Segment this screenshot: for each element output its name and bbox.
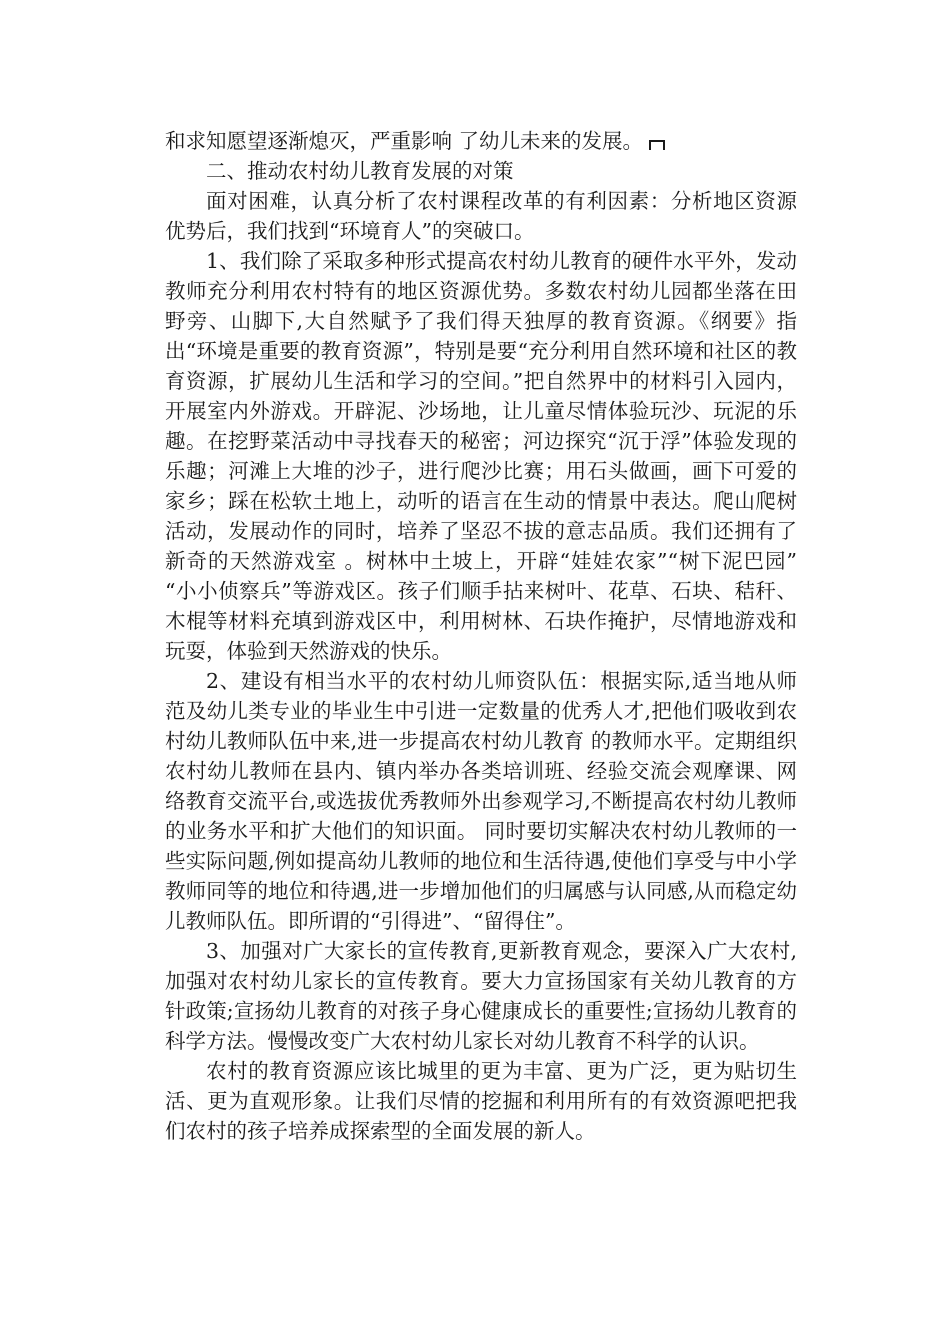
paragraph-point-2: 2、建设有相当水平的农村幼儿师资队伍：根据实际,适当地从师范及幼儿类专业的毕业生中引进一定数量的优秀人才,把他们吸收到农村幼儿教师队伍中来,进一步提高农村幼儿教育 的教师水平。定期组织农村幼儿教师在县内、镇内举办各类培训班、经验交流会观摩课、网络教育交流平台,或选拔优秀教师外出参观学习,不断提高农村幼儿教师的业务水平和扩大他们的知识面。 同时要切实解决农村幼儿教师的一些实际问题,例如提高幼儿教师的地位和生活待遇,使他们享受与中小学教师同等的地位和待遇,进一步增加他们的归属感与认同感,从而稳定幼儿教师队伍。即所谓的“引得进”、“留得住”。: [165, 669, 797, 933]
paragraph-point-1: 1、我们除了采取多种形式提高农村幼儿教育的硬件水平外，发动教师充分利用农村特有的地区资源优势。多数农村幼儿园都坐落在田野旁、山脚下,大自然赋予了我们得天独厚的教育资源。《纲要》指出“环境是重要的教育资源”，特别是要“充分利用自然环境和社区的教育资源，扩展幼儿生活和学习的空间。”把自然界中的材料引入园内，开展室内外游戏。开辟泥、沙场地，让儿童尽情体验玩沙、玩泥的乐趣。在挖野菜活动中寻找春天的秘密；河边探究“沉于浮”体验发现的乐趣；河滩上大堆的沙子，进行爬沙比赛；用石头做画，画下可爱的家乡；踩在松软土地上，动听的语言在生动的情景中表达。爬山爬树活动，发展动作的同时，培养了坚忍不拔的意志品质。我们还拥有了新奇的天然游戏室 。树林中土坡上，开辟“娃娃农家”“树下泥巴园” “小小侦察兵”等游戏区。孩子们顺手拈来树叶、花草、石块、秸秆、木棍等材料充填到游戏区中，利用树林、石块作掩护，尽情地游戏和玩耍，体验到天然游戏的快乐。: [165, 249, 797, 663]
corner-mark-icon: [649, 140, 665, 150]
paragraph-continuation: [165, 126, 797, 156]
paragraph-point-3: 3、加强对广大家长的宣传教育,更新教育观念，要深入广大农村,加强对农村幼儿家长的宣传教育。要大力宣扬国家有关幼儿教育的方针政策;宣扬幼儿教育的对孩子身心健康成长的重要性;宣扬幼儿教育的科学方法。慢慢改变广大农村幼儿家长对幼儿教育不科学的认识。: [165, 939, 797, 1053]
paragraph-intro: 面对困难，认真分析了农村课程改革的有利因素：分析地区资源优势后，我们找到“环境育人”的突破口。: [165, 189, 797, 243]
document-body: [165, 126, 797, 1146]
paragraph-continuation-text: 和求知愿望逐渐熄灭，严重影响 了幼儿未来的发展。: [165, 129, 644, 153]
paragraph-conclusion: 农村的教育资源应该比城里的更为丰富、更为广泛，更为贴切生活、更为直观形象。让我们尽情的挖掘和利用所有的有效资源吧把我们农村的孩子培养成探索型的全面发展的新人。: [165, 1059, 797, 1143]
section-heading: 二、推动农村幼儿教育发展的对策: [206, 159, 514, 183]
